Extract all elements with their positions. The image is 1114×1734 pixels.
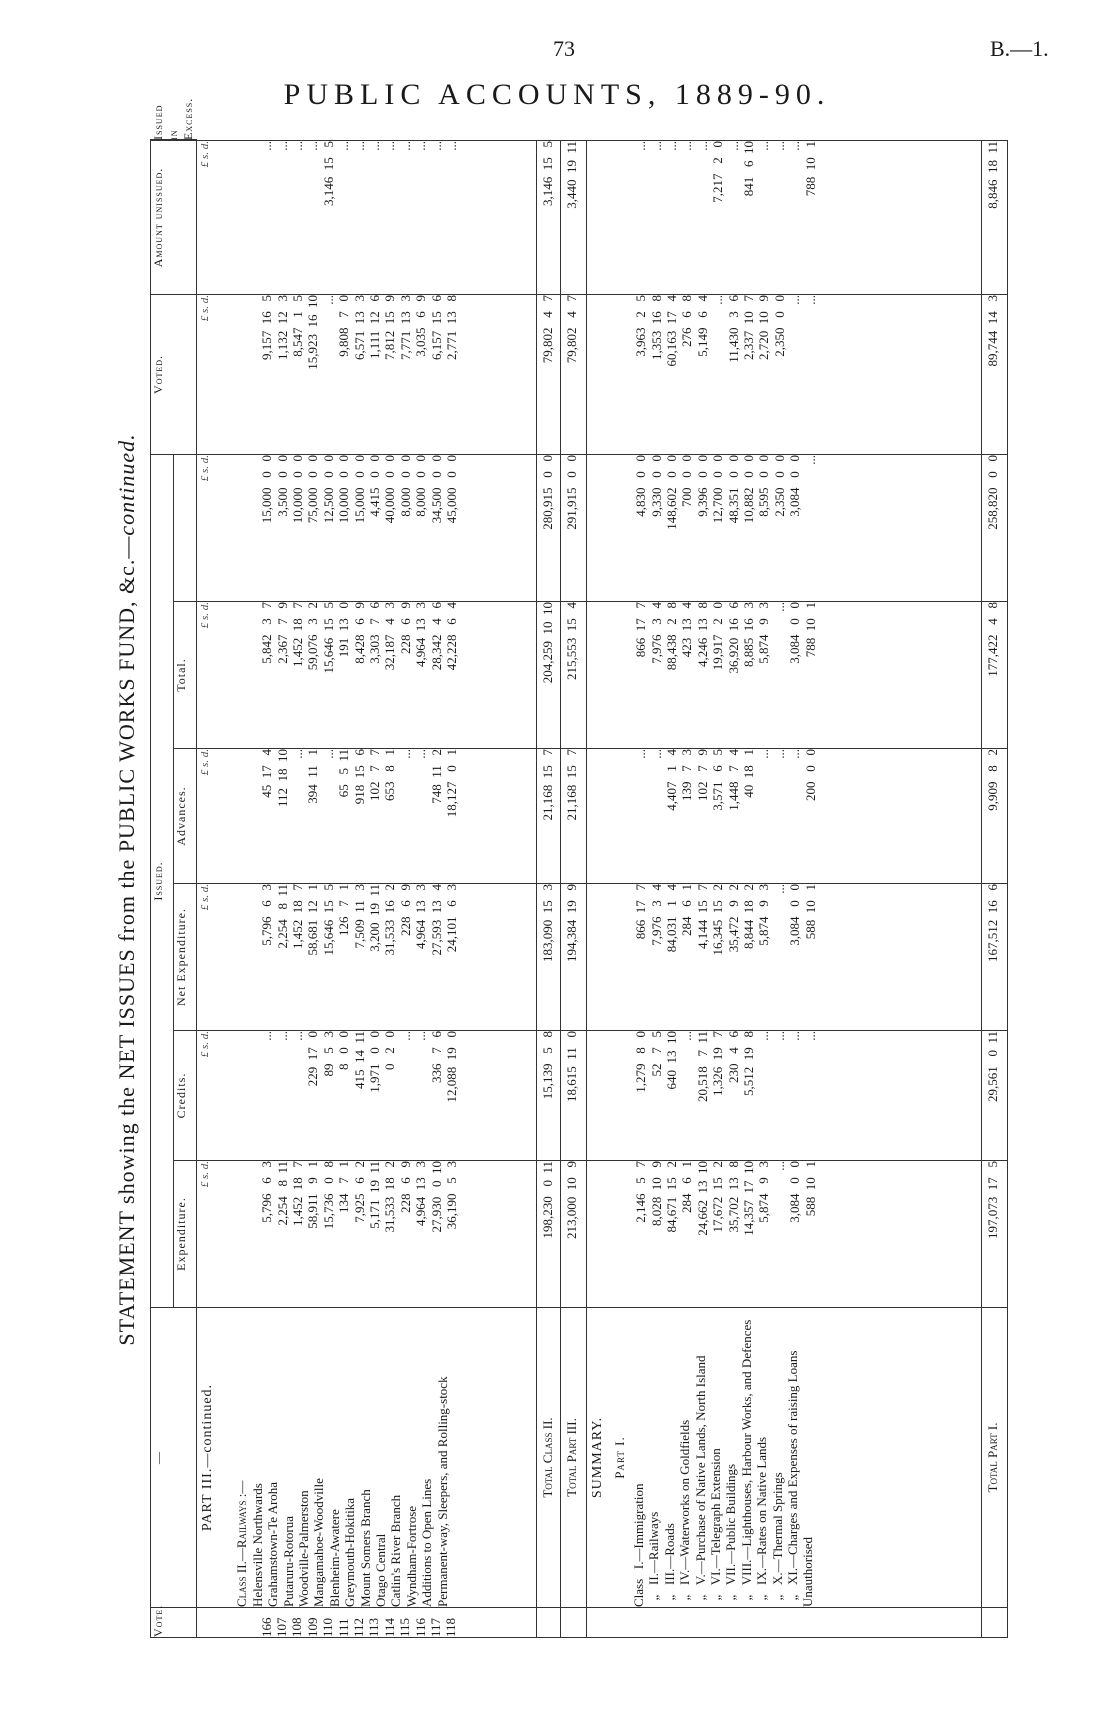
summary-expenditure: 2,146 5 7 8,028 10 9 84,671 15 2 284 6 1 24,662 13 10 17,672 15 2 35,702 13 8 14,357 17 10 5,874 9 3 ... 3,084 0 0 588 10 1 [633,1161,818,1236]
total-part1-credits: 29,561 0 11 [982,1031,1008,1161]
header-description: — [151,1308,197,1608]
statement-title [114,141,140,1638]
summary-unissued: 3,963 2 5 1,353 16 8 60,163 17 4 276 6 8 5,149 6 4 ... 11,430 3 6 2,337 10 7 2,720 10 9 2,350 0 0 ... ... [633,294,818,367]
part3-class-heading: Class II.—Railways :— [234,1480,250,1607]
lsd-label: £ s. d. [199,884,211,911]
header-unissued: Amount unissued. [151,140,197,294]
lsd-label: £ s. d. [199,1031,211,1058]
total-part3-label: Total Part III. [561,1308,587,1608]
total-part1-label: Total Part I. [982,1308,1008,1608]
lsd-label: £ s. d. [199,140,211,168]
summary-item-names: Class I.—Immigration „ II.—Railways „ III.—Roads „ IV.—Waterworks on Goldfields „ V.—Purchase of Native Lands, North Island „ VI.—Telegraph Extension „ VII.—Public Buildings „ VIII.—Lighthouses, Harbour Works, and Defences „ IX.—Rates on Native Lands „ X.—Thermal Springs „ XI.—Charges and Expenses of raising Loans Unauthorised [631,1319,816,1607]
total-part1-expenditure: 197,073 17 5 [982,1161,1008,1308]
total-part1-advances: 9,909 8 2 [982,749,1008,884]
summary-net-expenditure: 866 17 7 7,976 3 4 84,031 1 4 284 6 1 4,144 15 7 16,345 15 2 35,472 9 2 8,844 18 2 5,874 9 3 ... 3,084 0 0 588 10 1 [633,884,818,956]
lsd-label: £ s. d. [199,454,211,482]
total-part3-credits: 18,615 11 0 [561,1031,587,1161]
summary-excess: ... ... ... ... ... 7,217 2 0 ... 841 6 10 ... ... ... 788 10 1 [633,140,818,203]
part3-total: 5,842 3 7 2,367 7 9 1,452 18 7 59,076 3 2 15,646 15 5 191 13 0 8,428 6 9 3,303 7 6 32,187 4 3 228 6 9 4,964 13 3 28,342 4 6 42,228 6 4 [259,602,460,674]
total-part1-unissued: 89,744 14 3 [982,294,1008,454]
total-part3-unissued: 79,802 4 7 [561,294,587,454]
total-part3-advances: 21,168 15 7 [561,749,587,884]
total-part1-net: 167,512 16 6 [982,884,1008,1031]
statement-table [150,97,1008,1638]
header-advances: Advances. [174,749,197,884]
rotated-statement [114,97,1008,1638]
total-part3-net: 194,384 19 9 [561,884,587,1031]
total-part1-voted: 258,820 0 0 [982,454,1008,601]
total-part3-excess: 3,440 19 11 [561,140,587,294]
total-class-unissued: 79,802 4 7 [537,294,561,454]
part3-voted: 15,000 0 0 3,500 0 0 10,000 0 0 75,000 0 0 12,500 0 0 10,000 0 0 15,000 0 0 4,415 0 0 40,000 0 0 8,000 0 0 8,000 0 0 34,500 0 0 45,000 0 0 [259,454,460,524]
total-part3-row [561,139,587,1637]
summary-credits: 1,279 8 0 52 7 5 640 13 10 ... 20,518 7 11 1,326 19 7 230 4 6 5,512 19 8 ... ... ... ... [633,1031,818,1103]
part3-title: PART III.—continued. [200,1383,215,1532]
total-class-advances: 21,168 15 7 [537,749,561,884]
header-issued: Issued. [151,454,174,1307]
header-credits: Credits. [174,1031,197,1161]
header-expenditure: Expenditure. [174,1161,197,1308]
header-net-expenditure: Net Expenditure. [174,884,197,1031]
total-class-row [537,139,561,1637]
total-part3-total: 215,553 15 4 [561,602,587,749]
summary-total: 866 17 7 7,976 3 4 88,438 2 8 423 13 4 4,246 13 8 19,917 2 0 36,920 16 6 8,885 16 3 5,874 9 3 ... 3,084 0 0 788 10 1 [633,602,818,674]
lsd-label: £ s. d. [199,749,211,776]
total-part3-expenditure: 213,000 10 9 [561,1161,587,1308]
page-number: 73 [553,36,575,61]
total-part1-row [982,139,1008,1637]
statement-title-continued: continued. [114,433,139,536]
header-excess: Issued in Excess. [151,97,195,140]
part3-advances-cell [197,749,537,884]
total-part1-total: 177,422 4 8 [982,602,1008,749]
page-title: PUBLIC ACCOUNTS, 1889-90. [283,78,831,111]
part3-excess: ... ... ... ... 3,146 15 5 ... ... ... ... ... ... ... ... [259,140,460,206]
header-vote: Vote. [151,1608,197,1638]
part3-vote-numbers: 166 107 108 109 110 111 112 113 114 115 116 117 118 [258,1617,459,1637]
part3-credits: ... ... ... 229 17 0 89 5 3 8 0 0 415 14 11 1,971 0 0 0 2 0 ... ... 336 7 6 12,088 19 0 [259,1031,460,1103]
part3-advances: 45 17 4 112 18 10 ... 394 11 1 ... 65 5 11 918 15 6 102 7 7 653 8 1 ... ... 748 11 2 18,127 0 1 [259,749,460,818]
total-class-voted: 280,915 0 0 [537,454,561,601]
part3-expenditure-cell [197,1161,537,1308]
total-class-label: Total Class II. [537,1308,561,1608]
header-voted: Voted. [151,294,197,454]
summary-name-cell [587,1308,982,1608]
part3-voted-cell [197,454,537,601]
part3-unissued: 9,157 16 5 1,132 12 3 8,547 1 5 15,923 16 10 ... 9,808 7 0 6,571 13 3 1,111 12 6 7,812 15 9 7,771 13 3 3,035 6 9 6,157 15 6 2,771 13 8 [259,294,460,370]
part3-credits-cell [197,1031,537,1161]
summary-body [587,139,982,1637]
part3-net-cell [197,884,537,1031]
lsd-label: £ s. d. [199,1161,211,1188]
part3-excess-cell [197,140,537,294]
summary-title: SUMMARY. [590,1416,605,1499]
lsd-label: £ s. d. [199,294,211,322]
total-class-credits: 15,139 5 8 [537,1031,561,1161]
part3-total-cell [197,602,537,749]
summary-voted: 4,830 0 0 9,330 0 0 148,602 0 0 700 0 0 9,396 0 0 12,700 0 0 48,351 0 0 10,882 0 0 8,595 0 0 2,350 0 0 3,084 0 0 ... [633,454,818,530]
total-class-excess: 3,146 15 5 [537,140,561,294]
document-reference: B.—1. [990,36,1049,61]
part3-vote-cell [197,1608,537,1638]
part3-body [197,139,537,1637]
part3-unissued-cell [197,294,537,454]
part3-expenditure: 5,796 6 3 2,254 8 11 1,452 18 7 58,911 9 1 15,736 0 8 134 7 1 7,925 6 2 5,171 19 11 31,533 18 2 228 6 9 4,964 13 3 27,930 0 10 36,190 5 3 [259,1161,460,1233]
part3-net-expenditure: 5,796 6 3 2,254 8 11 1,452 18 7 58,681 12 1 15,646 15 5 126 7 1 7,509 11 3 3,200 19 11 31,533 16 2 228 6 9 4,964 13 3 27,593 13 4 24,101 6 3 [259,884,460,956]
statement-title-text: STATEMENT showing the NET ISSUES from the PUBLIC WORKS FUND, &c.— [114,535,139,1346]
total-class-net: 183,090 15 3 [537,884,561,1031]
summary-part-title: Part I. [612,1436,627,1479]
total-class-total: 204,259 10 10 [537,602,561,749]
part3-item-names: Helensville Northwards Grahamstown-Te Aroha Putaruru-Rotorua Woodville-Palmerston Mangamahoe-Woodville Blenheim-Awatere Greymouth-Hokitika Mount Somers Branch Otago Central Catlin's River Branch Wyndham-Fortrose Additions to Open Lines Permanent-way, Sleepers, and Rolling-stock [249,1376,450,1607]
header-total: Total. [174,602,197,749]
total-class-expenditure: 198,230 0 11 [537,1161,561,1308]
summary-advances: ... ... 4,407 1 4 139 7 3 102 7 9 3,571 6 5 1,448 7 4 40 18 1 ... ... ... 200 0 0 [633,749,818,811]
lsd-label: £ s. d. [199,602,211,629]
total-part3-voted: 291,915 0 0 [561,454,587,601]
total-part1-excess: 8,846 18 11 [982,140,1008,294]
part3-name-cell [197,1308,537,1608]
